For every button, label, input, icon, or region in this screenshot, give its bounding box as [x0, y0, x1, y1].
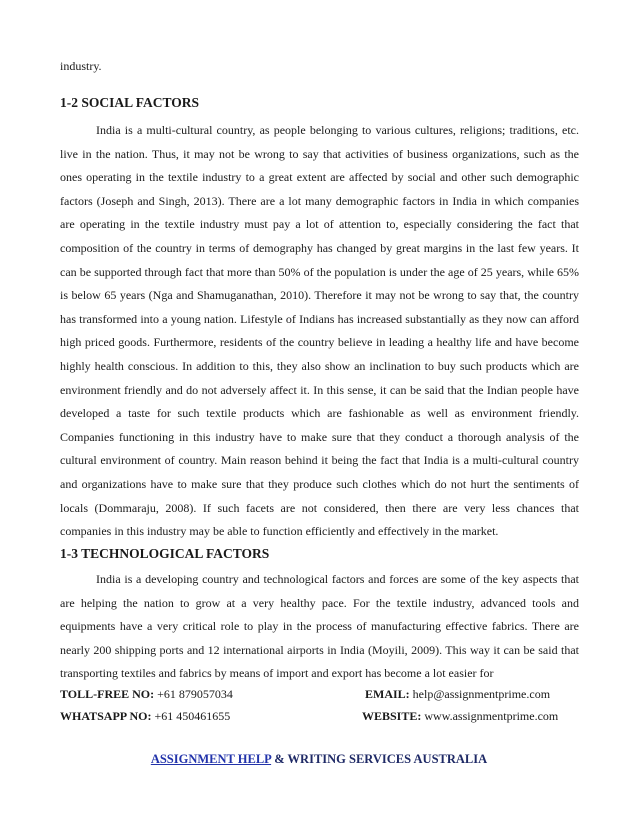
email-info	[365, 686, 550, 702]
brand-tagline: & WRITING SERVICES AUSTRALIA	[271, 752, 488, 766]
whatsapp-info	[60, 708, 230, 724]
section-body-technological-factors: India is a developing country and technological factors and forces are some of the key aspects that are helping the nation to grow at a very healthy pace. For the textile industry, advanced tools and equipments have a very critical role to play in the process of manufacturing effective fabrics. There are nearly 200 shipping ports and 12 international airports in India (Moyili, 2009). This way it can be said that transporting textiles and fabrics by means of import and export has become a lot easier for	[60, 572, 579, 681]
section-body-social-factors: India is a multi-cultural country, as people belonging to various cultures, religions; traditions, etc. live in the nation. Thus, it may not be wrong to say that activities of business organizations, such as the ones operating in the textile industry to a great extent are affected by social and other such demographic factors (Joseph and Singh, 2013). There are a lot many demographic factors in India in which companies are operating in the textile industry must pay a lot of attention to, especially considering the fact that composition of the country in terms of demography has changed by great margins in the last few years. It can be supported through fact that more than 50% of the population is under the age of 25 years, while 65% is below 65 years (Nga and Shamuganathan, 2010). Therefore it may not be wrong to say that, the country has transformed into a young nation. Lifestyle of Indians has increased substantially as they now can afford high priced goods. Furthermore, residents of the country believe in leading a healthy life and have become highly health conscious. In addition to this, they also show an inclination to buy such products which are environment friendly and do not adversely affect it. In this sense, it can be said that the Indian people have developed a taste for such textile products which are fashionable as well as environment friendly. Companies functioning in this industry have to make sure that they conduct a thorough analysis of the cultural environment of country. Main reason behind it being the fact that India is a multi-cultural country and organizations have to make sure that they produce such clothes which do not hurt the sentiments of locals (Dommaraju, 2008). If such facets are not considered, then there are very less chances that companies in this industry may be able to function efficiently and effectively in the market.	[60, 123, 579, 539]
section-heading-technological-factors: 1-3 TECHNOLOGICAL FACTORS	[60, 546, 270, 561]
tollfree-info	[60, 686, 233, 702]
section-heading-social-factors: 1-2 SOCIAL FACTORS	[60, 95, 200, 110]
email-address[interactable]: help@assignmentprime.com	[412, 687, 551, 701]
footer-brand-line	[0, 752, 638, 767]
website-info	[362, 708, 558, 724]
website-url[interactable]: www.assignmentprime.com	[424, 709, 559, 723]
email-label: EMAIL:	[365, 687, 410, 701]
whatsapp-number: +61 450461655	[154, 709, 231, 723]
tollfree-label: TOLL-FREE NO:	[60, 687, 155, 701]
tollfree-number: +61 879057034	[157, 687, 233, 701]
continued-text-fragment: industry.	[60, 59, 102, 73]
website-label: WEBSITE:	[362, 709, 422, 723]
assignment-help-link[interactable]: ASSIGNMENT HELP	[150, 752, 272, 766]
whatsapp-label: WHATSAPP NO:	[60, 709, 152, 723]
